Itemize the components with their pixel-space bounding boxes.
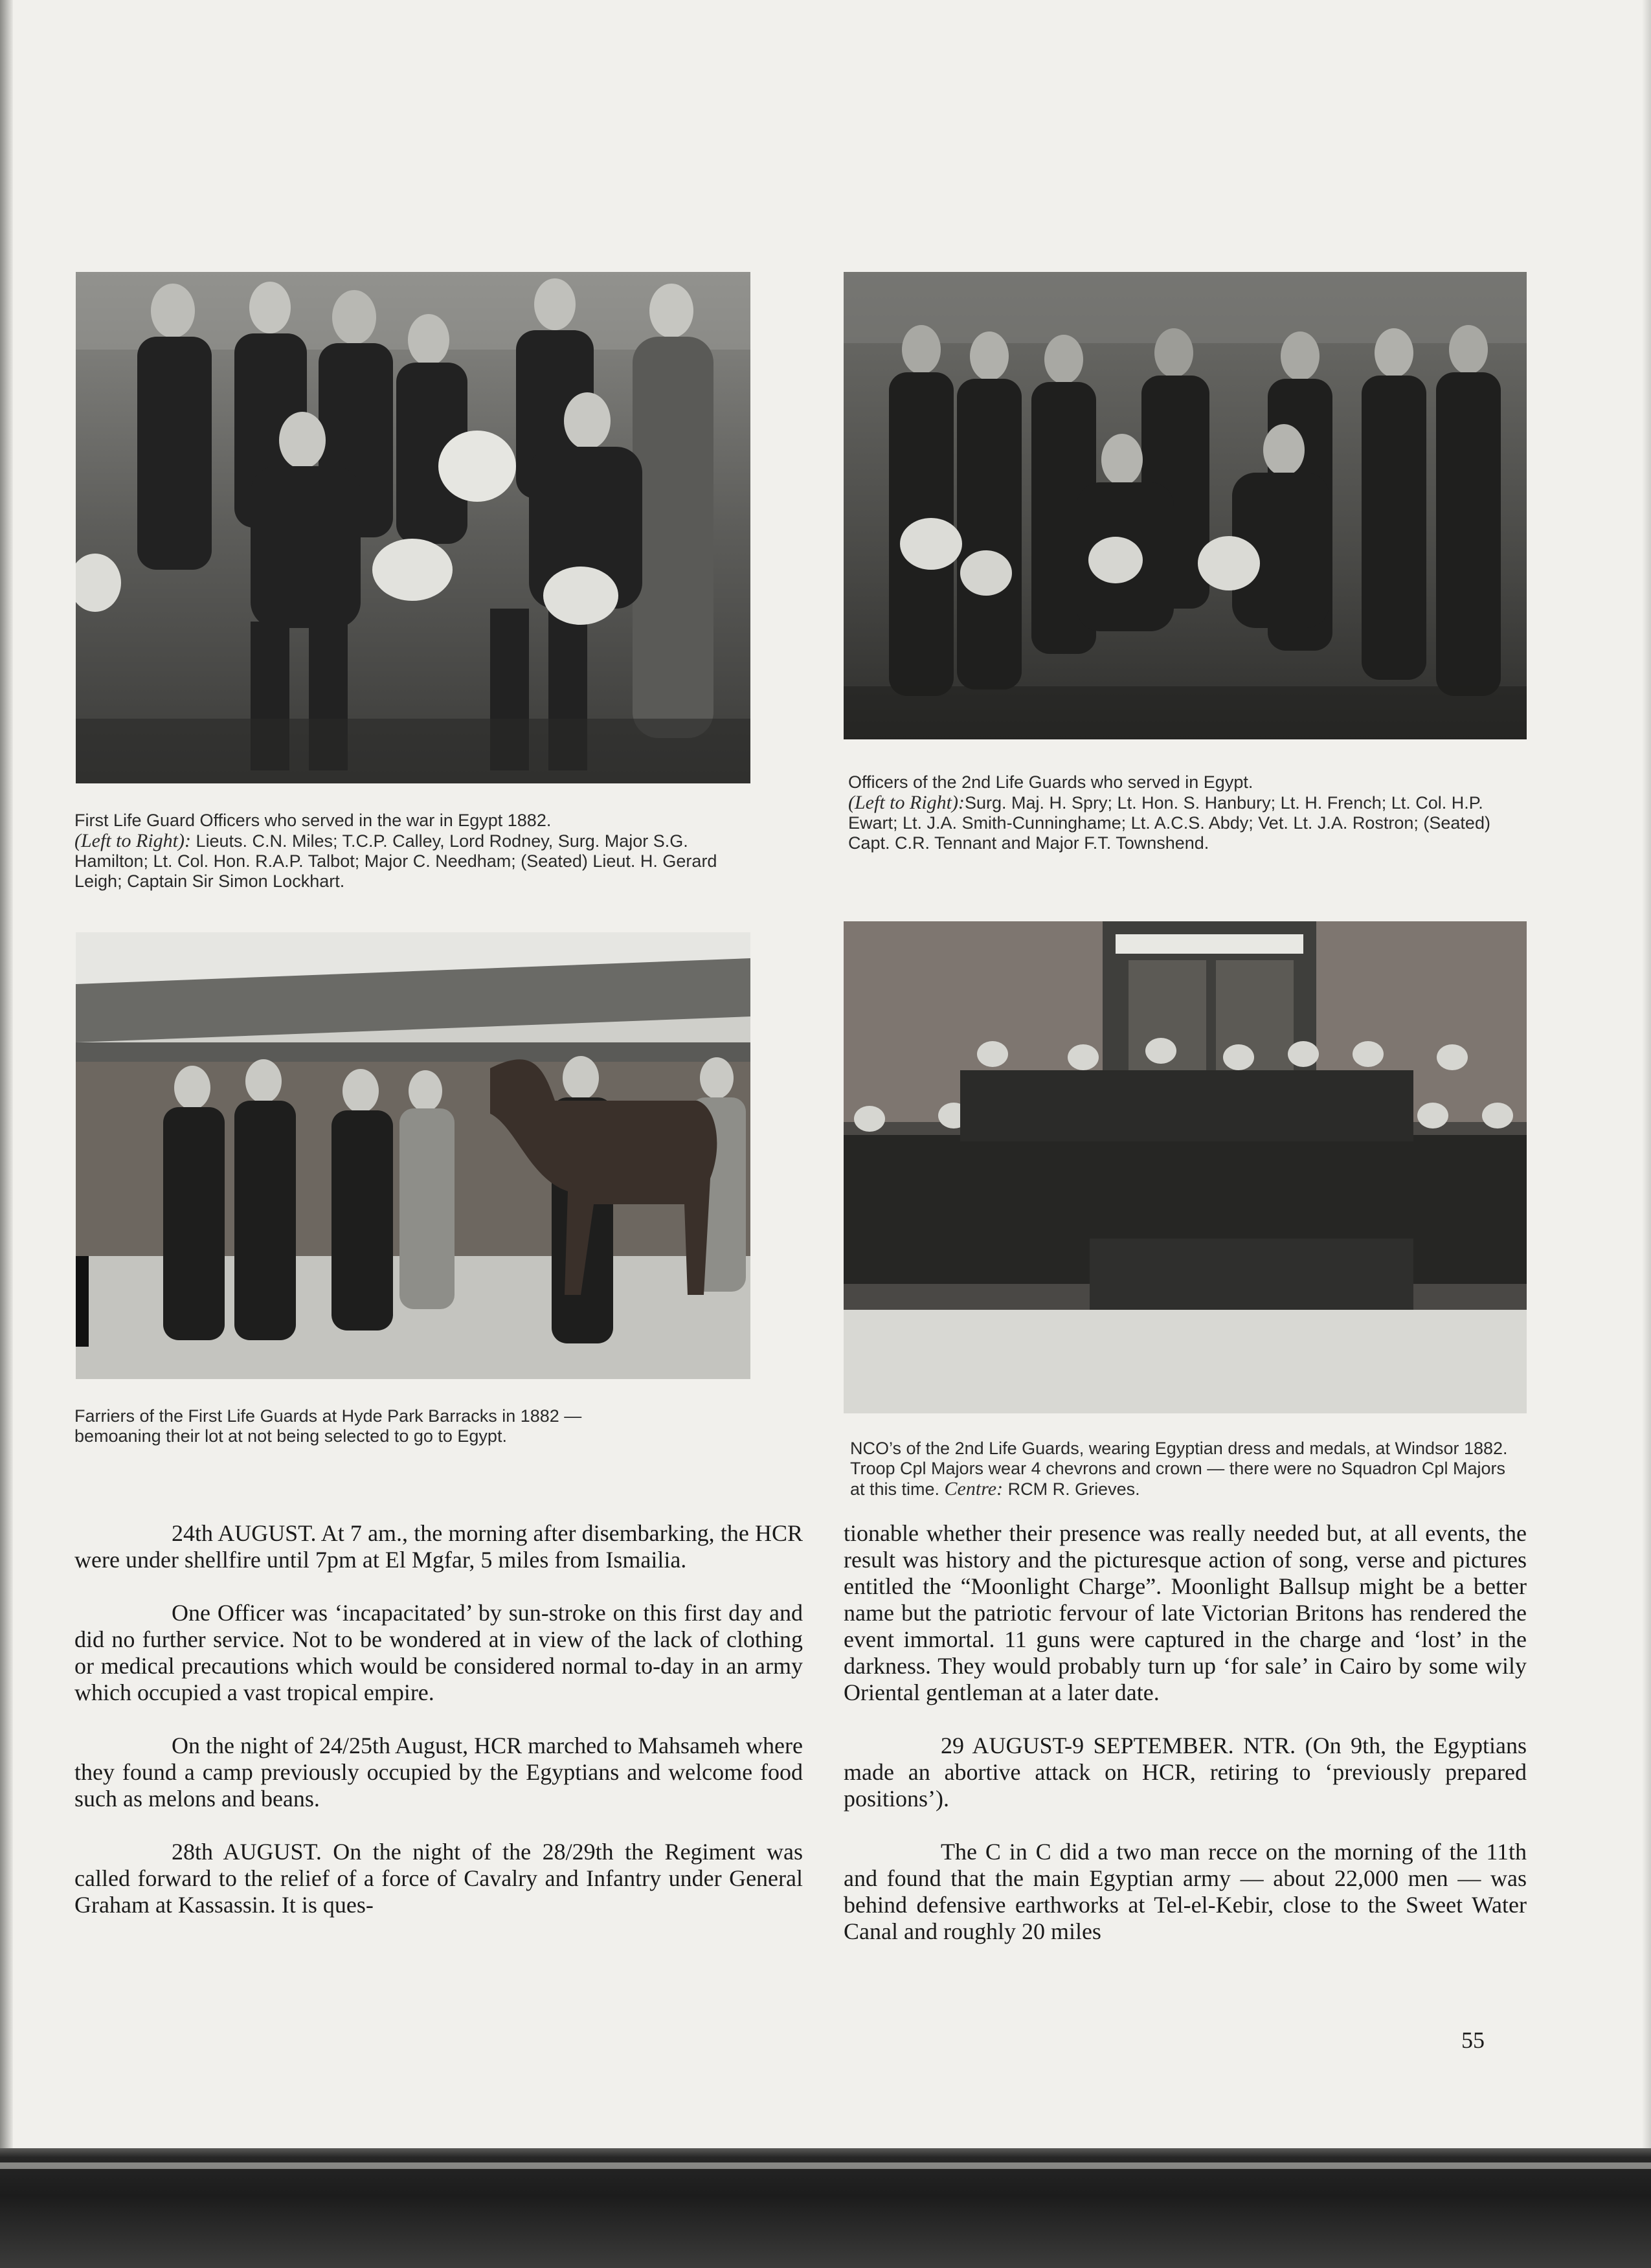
photo-first-life-guard-officers [76, 272, 750, 783]
caption-text: RCM R. Grieves. [1003, 1479, 1140, 1499]
scan-bottom-highlight [0, 2162, 1651, 2169]
caption-text: Surg. Maj. H. Spry; Lt. Hon. S. Hanbury; Lt. H. French; Lt. Col. H.P. Ewart; Lt. J.A. Smith-Cunninghame; Lt. A.C.S. Abdy; Vet. Lt. J.A. Rostron; (Seated) Capt. C.R. Tennant and Major F.T. Townshend. [848, 793, 1490, 853]
paragraph: 29 AUGUST-9 SEPTEMBER. NTR. (On 9th, the Egyptians made an abortive attack on HCR, retiring to ‘previously prepared positions’). [844, 1733, 1527, 1812]
paragraph: The C in C did a two man recce on the morning of the 11th and found that the main Egyptian army — about 22,000 men — was behind defensive earthworks at Tel-el-Kebir, close to the Sweet Water Canal and roughly 20 miles [844, 1839, 1527, 1944]
caption-line: Officers of the 2nd Life Guards who served in Egypt. [848, 772, 1253, 792]
photo-farriers [76, 932, 750, 1379]
caption-line: First Life Guard Officers who served in the war in Egypt 1882. [74, 811, 552, 830]
body-column-right [844, 1520, 1527, 1971]
caption-text: NCO’s of the 2nd Life Guards, wearing Egyptian dress and medals, at Windsor 1882. Troop Cpl Majors wear 4 chevrons and crown — there were no Squadron Cpl Majors at this time. [850, 1439, 1508, 1499]
caption-ncos [850, 1439, 1523, 1499]
caption-italic: Centre: [944, 1478, 1004, 1499]
paragraph: tionable whether their presence was really needed but, at all events, the result was history and the picturesque action of song, verse and pictures entitled the “Moonlight Charge”. Moonlight Ballsup might be a better name but the patriotic fervour of late Victorian Britons has rendered the event immortal. 11 guns were captured in the charge and ‘lost’ in the darkness. They would probably turn up ‘for sale’ in Cairo by some wily Oriental gentleman at a later date. [844, 1520, 1527, 1705]
caption-italic: (Left to Right): [848, 792, 965, 813]
page-number: 55 [1461, 2027, 1485, 2053]
caption-first-life-guard-officers [74, 811, 754, 892]
paragraph: 28th AUGUST. On the night of the 28/29th the Regiment was called forward to the relief of a force of Cavalry and Infantry under General Graham at Kassassin. It is ques- [74, 1839, 803, 1918]
caption-line: Farriers of the First Life Guards at Hyde Park Barracks in 1882 — [74, 1406, 582, 1426]
caption-line: bemoaning their lot at not being selected to go to Egypt. [74, 1426, 507, 1446]
photo-2nd-life-guard-officers [844, 272, 1527, 739]
body-column-left [74, 1520, 803, 1945]
scan-right-edge [1642, 0, 1651, 2268]
caption-2nd-life-guard-officers [848, 772, 1528, 853]
photo-ncos [844, 921, 1527, 1413]
paragraph: One Officer was ‘incapacitated’ by sun-stroke on this first day and did no further service. Not to be wondered at in view of the lack of clothing or medical precautions which would be considered normal to-day in an army which occupied a vast tropical empire. [74, 1600, 803, 1705]
paragraph: On the night of 24/25th August, HCR marched to Mahsameh where they found a camp previously occupied by the Egyptians and welcome food such as melons and beans. [74, 1733, 803, 1812]
caption-italic: (Left to Right): [74, 830, 191, 851]
caption-text: Lieuts. C.N. Miles; T.C.P. Calley, Lord Rodney, Surg. Major S.G. Hamilton; Lt. Col. Hon. R.A.P. Talbot; Major C. Needham; (Seated) Lieut. H. Gerard Leigh; Captain Sir Simon Lockhart. [74, 831, 717, 891]
paragraph: 24th AUGUST. At 7 am., the morning after disembarking, the HCR were under shellfire until 7pm at El Mgfar, 5 miles from Ismailia. [74, 1520, 803, 1573]
caption-farriers [74, 1406, 761, 1446]
scan-left-edge [0, 0, 13, 2268]
